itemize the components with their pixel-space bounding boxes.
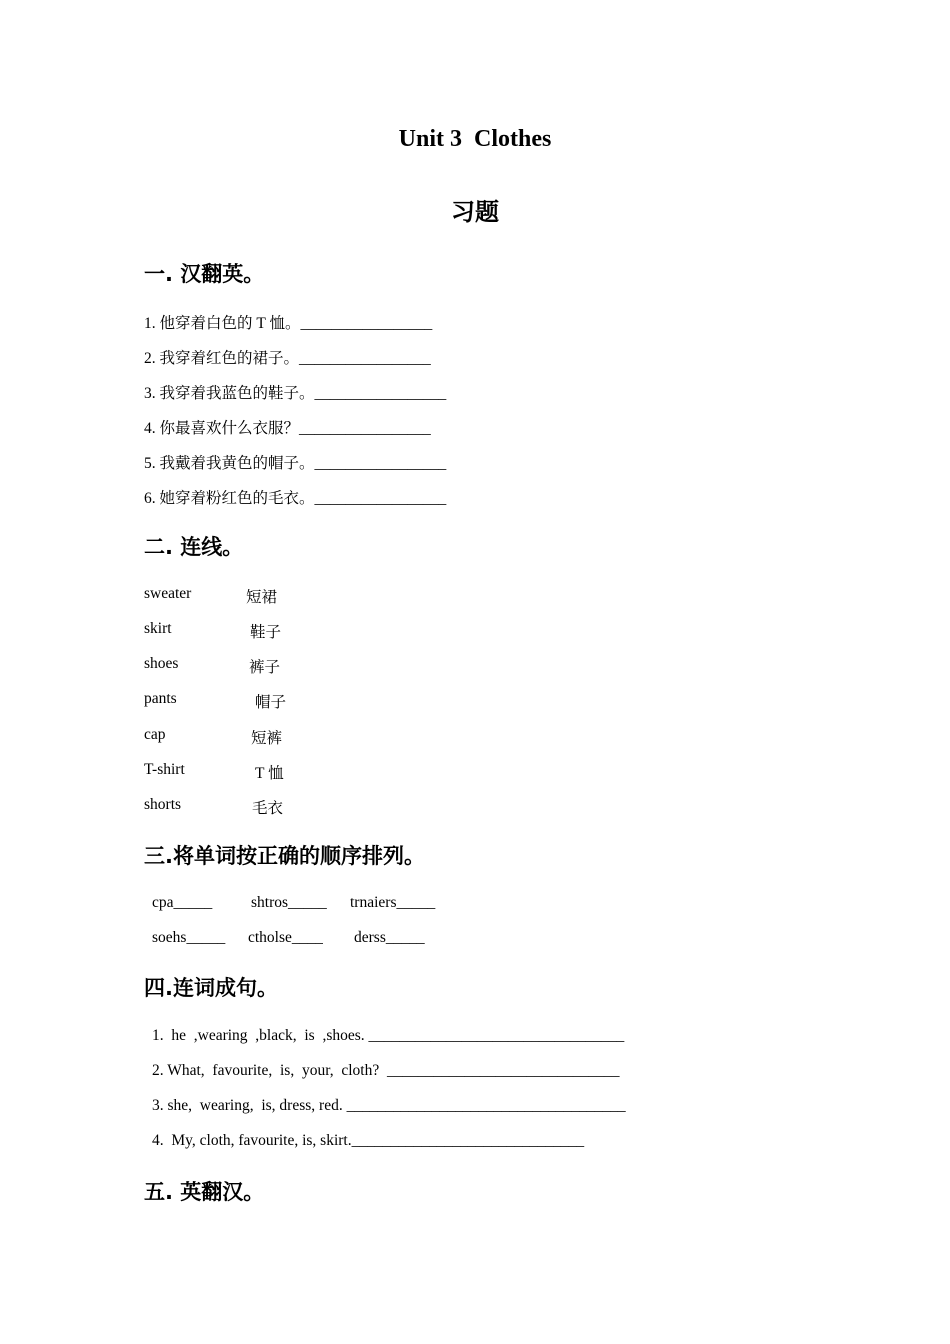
match-word-zh: 帽子 — [255, 694, 287, 711]
match-word-en: shoes — [144, 655, 179, 672]
translation-item-4: 4. 你最喜欢什么衣服？_________________ — [144, 420, 431, 437]
translation-item-5: 5. 我戴着我黄色的帽子。_________________ — [144, 455, 447, 472]
section-heading-5: 五. 英翻汉。 — [144, 1180, 265, 1204]
match-word-zh: 毛衣 — [252, 800, 284, 817]
match-word-en: shorts — [144, 796, 182, 813]
match-word-en: T-shirt — [144, 761, 185, 778]
scrambled-word: cpa_____ — [152, 894, 213, 911]
scrambled-word: soehs_____ — [152, 929, 226, 946]
translation-item-2: 2. 我穿着红色的裙子。_________________ — [144, 350, 431, 367]
match-word-zh: 短裙 — [246, 589, 278, 606]
scrambled-word: trnaiers_____ — [350, 894, 436, 911]
translation-item-1: 1. 他穿着白色的 T 恤。_________________ — [144, 315, 433, 332]
match-word-zh: 鞋子 — [250, 624, 282, 641]
page-title: Unit 3 Clothes — [398, 126, 552, 152]
sentence-item-4: 4. My, cloth, favourite, is, skirt.______________________________ — [152, 1132, 585, 1149]
translation-item-3: 3. 我穿着我蓝色的鞋子。_________________ — [144, 385, 447, 402]
match-word-en: pants — [144, 690, 177, 707]
section-heading-1: 一. 汉翻英。 — [144, 262, 265, 286]
match-word-en: skirt — [144, 620, 172, 637]
scrambled-word: ctholse____ — [248, 929, 323, 946]
section-heading-3: 三.将单词按正确的顺序排列。 — [144, 844, 425, 868]
scrambled-word: shtros_____ — [251, 894, 327, 911]
match-word-en: cap — [144, 726, 166, 743]
match-word-zh: 裤子 — [249, 659, 281, 676]
match-word-zh: T 恤 — [255, 765, 284, 782]
sentence-item-3: 3. she, wearing, is, dress, red. ____________________________________ — [152, 1097, 626, 1114]
sentence-item-2: 2. What, favourite, is, your, cloth? ______________________________ — [152, 1062, 620, 1079]
section-heading-2: 二. 连线。 — [144, 535, 244, 559]
match-word-zh: 短裤 — [251, 730, 283, 747]
page-subtitle: 习题 — [451, 198, 499, 226]
translation-item-6: 6. 她穿着粉红色的毛衣。_________________ — [144, 490, 447, 507]
sentence-item-1: 1. he ,wearing ,black, is ,shoes. _________________________________ — [152, 1027, 625, 1044]
match-word-en: sweater — [144, 585, 192, 602]
section-heading-4: 四.连词成句。 — [144, 976, 278, 1000]
scrambled-word: derss_____ — [354, 929, 425, 946]
